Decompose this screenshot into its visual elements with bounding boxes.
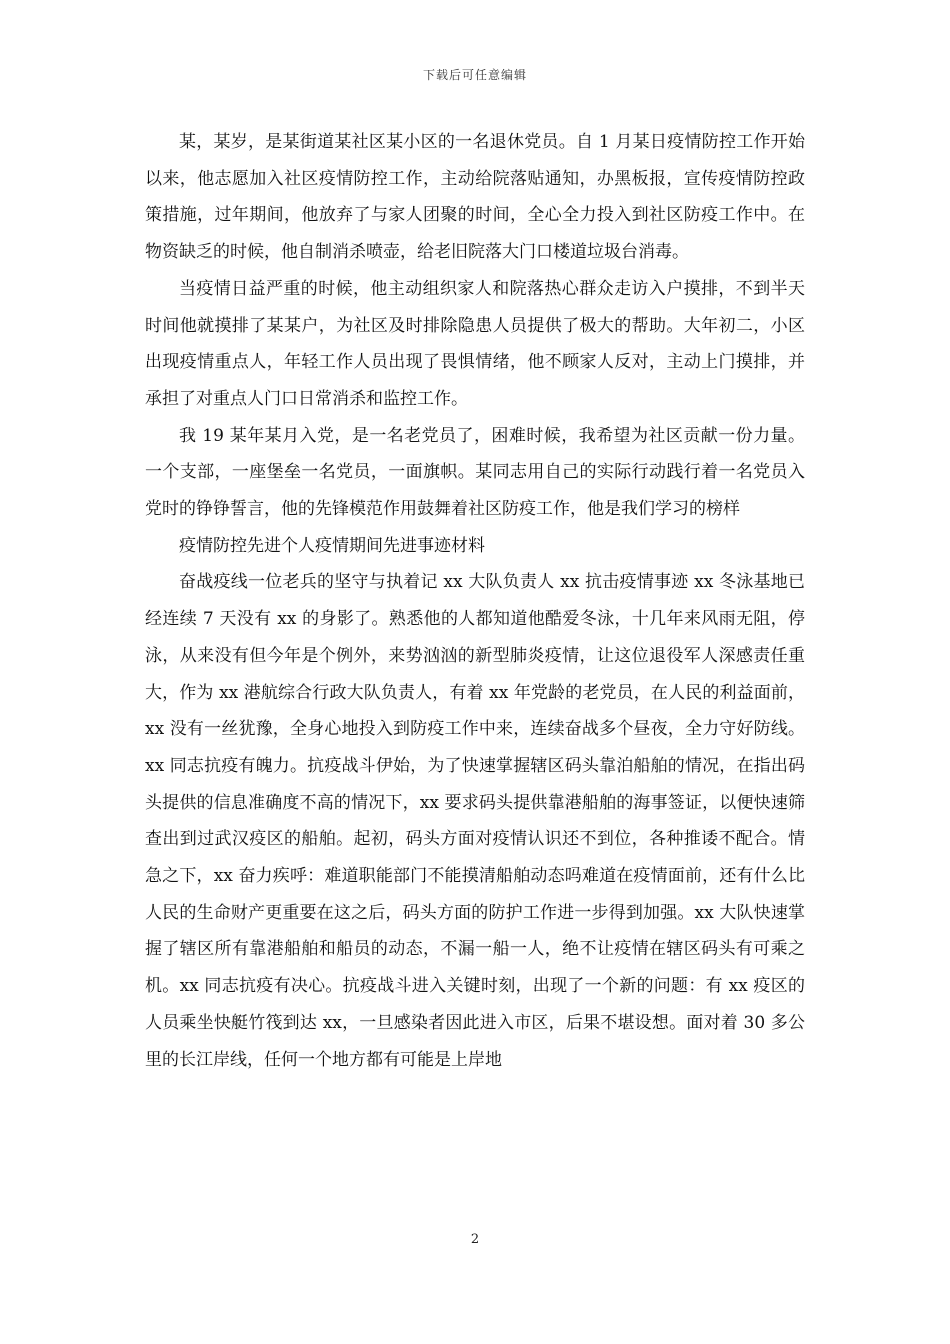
page-header: 下载后可任意编辑 xyxy=(422,68,527,82)
page-number: 2 xyxy=(470,1232,480,1247)
body-paragraph: 奋战疫线一位老兵的坚守与执着记 xx 大队负责人 xx 抗击疫情事迹 xx 冬泳基地已经连续 7 天没有 xx 的身影了。熟悉他的人都知道他酷爱冬泳，十几年来风雨无阻，停泳，从来没有但今年是个例外，来势汹汹的新型肺炎疫情，让这位退役军人深感责任重大，作为 xx 港航综合行政大队负责人，有着 xx 年党龄的老党员，在人民的利益面前，xx 没有一丝犹豫，全身心地投入到防疫工作中来，连续奋战多个昼夜，全力守好防线。xx 同志抗疫有魄力。抗疫战斗伊始，为了快速掌握辖区码头靠泊船舶的情况，在指出码头提供的信息准确度不高的情况下，xx 要求码头提供靠港船舶的海事签证，以便快速筛查出到过武汉疫区的船舶。起初，码头方面对疫情认识还不到位，各种推诿不配合。情急之下，xx 奋力疾呼：难道职能部门不能摸清船舶动态吗难道在疫情面前，还有什么比人民的生命财产更重要在这之后，码头方面的防护工作进一步得到加强。xx 大队快速掌握了辖区所有靠港船舶和船员的动态，不漏一船一人，绝不让疫情在辖区码头有可乘之机。xx 同志抗疫有决心。抗疫战斗进入关键时刻，出现了一个新的问题：有 xx 疫区的人员乘坐快艇竹筏到达 xx，一旦感染者因此进入市区，后果不堪设想。面对着 30 多公里的长江岸线，任何一个地方都有可能是上岸地 xyxy=(145,572,805,1070)
body-paragraph: 我 19 某年某月入党，是一名老党员了，困难时候，我希望为社区贡献一份力量。一个支部，一座堡垒一名党员，一面旗帜。某同志用自己的实际行动践行着一名党员入党时的铮铮誓言，他的先锋模范作用鼓舞着社区防疫工作，他是我们学习的榜样 xyxy=(145,425,805,520)
body-paragraph: 某，某岁，是某街道某社区某小区的一名退休党员。自 1 月某日疫情防控工作开始以来，他志愿加入社区疫情防控工作，主动给院落贴通知，办黑板报，宣传疫情防控政策措施，过年期间，他放弃了与家人团聚的时间，全心全力投入到社区防疫工作中。在物资缺乏的时候，他自制消杀喷壶，给老旧院落大门口楼道垃圾台消毒。 xyxy=(145,132,805,263)
document-body xyxy=(145,124,805,1078)
body-paragraph: 当疫情日益严重的时候，他主动组织家人和院落热心群众走访入户摸排，不到半天时间他就摸排了某某户，为社区及时排除隐患人员提供了极大的帮助。大年初二，小区出现疫情重点人，年轻工作人员出现了畏惧情绪，他不顾家人反对，主动上门摸排，并承担了对重点人门口日常消杀和监控工作。 xyxy=(145,278,805,409)
section-title: 疫情防控先进个人疫情期间先进事迹材料 xyxy=(179,535,485,556)
